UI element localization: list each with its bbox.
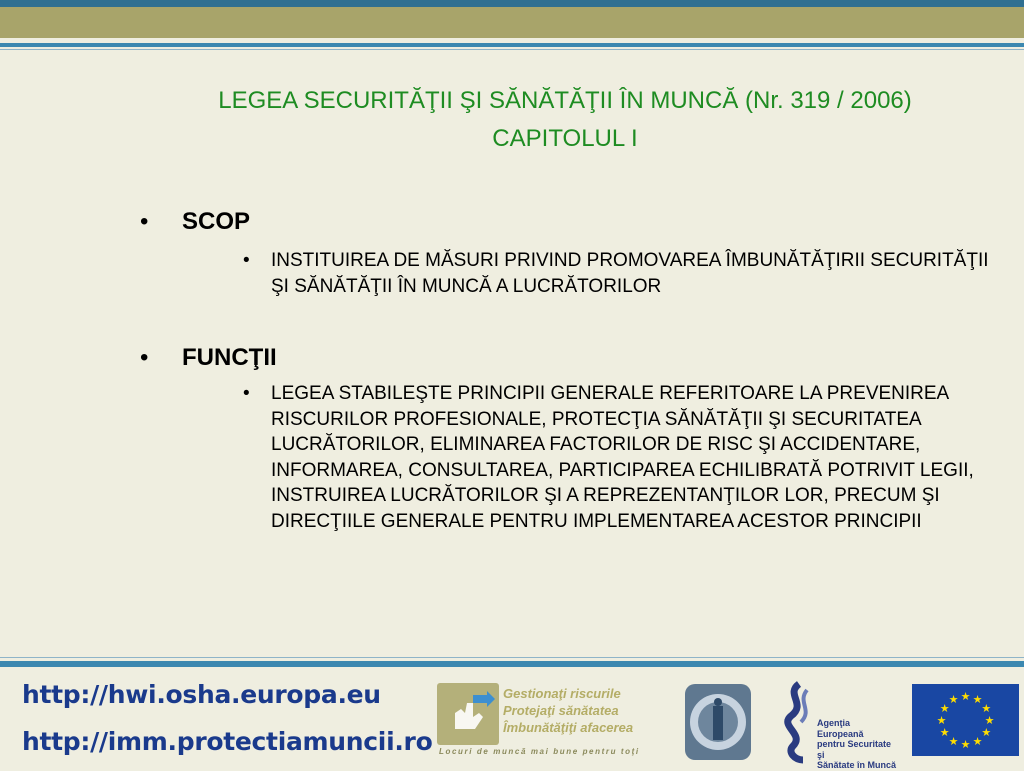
bullet-dot: • [140, 344, 149, 371]
eu-star-icon: ★ [972, 694, 983, 707]
bottom-thin-rule [0, 657, 1024, 658]
eu-star-icon: ★ [939, 727, 950, 739]
eu-star-icon: ★ [960, 739, 971, 751]
eu-star-icon: ★ [939, 703, 950, 715]
link-protectiamuncii[interactable]: http://imm.protectiamuncii.ro [22, 727, 433, 756]
agency-line-1: Agenţia Europeană [817, 718, 864, 739]
slide-title [120, 82, 1010, 158]
campaign-line-1: Gestionaţi riscurile [503, 686, 621, 701]
eu-star-icon: ★ [984, 715, 995, 727]
sub-bullet-text-scop: INSTITUIREA DE MĂSURI PRIVIND PROMOVAREA ÎMBUNĂTĂŢIRII SECURITĂŢII ŞI SĂNĂTĂŢII ÎN MUNCĂ A LUCRĂTORILOR [271, 250, 989, 297]
eu-star-icon: ★ [936, 715, 947, 727]
sub-bullet-dot: • [243, 250, 250, 271]
eu-star-icon: ★ [948, 694, 959, 707]
campaign-logo [437, 683, 667, 763]
osha-agency-logo [777, 680, 897, 770]
sub-bullet-dot: • [243, 383, 250, 404]
top-blue-rule [0, 43, 1024, 47]
campaign-hand-icon [437, 683, 499, 745]
bullet-dot: • [140, 208, 149, 235]
eu-star-icon: ★ [948, 735, 959, 748]
title-line-1: LEGEA SECURITĂŢII ŞI SĂNĂTĂŢII ÎN MUNCĂ (Nr. 319 / 2006) [218, 87, 912, 114]
top-olive-band [0, 7, 1024, 38]
campaign-line-2: Protejaţi sănătatea [503, 703, 619, 718]
eu-flag-icon [912, 684, 1019, 756]
top-thin-rule [0, 49, 1024, 50]
eu-star-icon: ★ [960, 691, 971, 703]
sub-bullet-text-functii: LEGEA STABILEŞTE PRINCIPII GENERALE REFERITOARE LA PREVENIREA RISCURILOR PROFESIONALE, PROTECŢIA SĂNĂTĂŢII ŞI SECURITATEA LUCRĂTORILOR, ELIMINAREA FACTORILOR DE RISC ŞI ACCIDENTARE, INFORMAREA, CONSULTAREA, PARTICIPAREA ECHILIBRATĂ POTRIVIT LEGII, INSTRUIREA LUCRĂTORILOR ŞI A REPREZENTANŢILOR LOR, PRECUM ŞI DIRECŢIILE GENERALE PENTRU IMPLEMENTAREA ACESTOR PRINCIPII [271, 383, 974, 532]
agency-line-3: Sănătate în Muncă [817, 760, 897, 770]
top-blue-line [0, 0, 1024, 7]
osha-swirl-icon [777, 680, 817, 764]
bullet-heading-scop: SCOP [182, 208, 251, 235]
link-hwi-osha[interactable]: http://hwi.osha.europa.eu [22, 680, 381, 709]
campaign-line-3: Îmbunătăţiţi afacerea [503, 720, 634, 735]
bullet-heading-functii: FUNCŢII [182, 344, 277, 371]
sub-bullet-functii [243, 381, 991, 534]
title-line-2: CAPITOLUL I [492, 125, 638, 152]
eu-star-icon: ★ [981, 727, 992, 739]
inspection-seal-icon [683, 682, 753, 762]
sub-bullet-scop [243, 248, 991, 299]
campaign-tagline: Locuri de muncă mai bune pentru toţi [439, 747, 640, 756]
bottom-blue-rule [0, 661, 1024, 667]
agency-line-2: pentru Securitate şi [817, 739, 892, 760]
bullet-functii [140, 344, 277, 372]
eu-star-icon: ★ [972, 735, 983, 748]
eu-star-icon: ★ [981, 703, 992, 715]
bullet-scop [140, 208, 250, 236]
